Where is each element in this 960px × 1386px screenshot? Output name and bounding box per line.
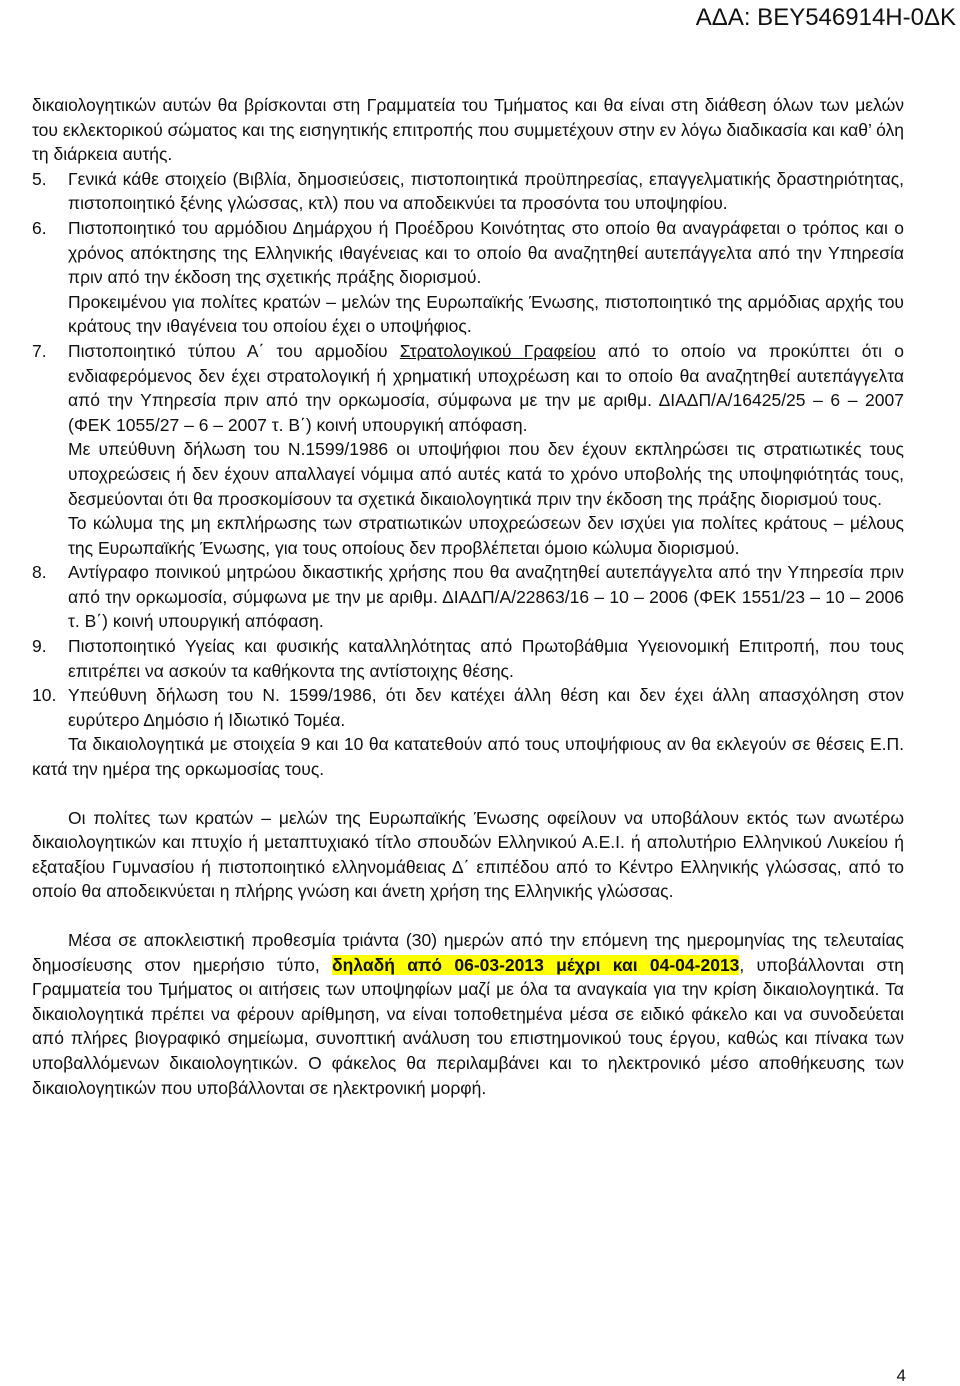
deadline-highlight: δηλαδή από 06-03-2013 μέχρι και 04-04-2013 [332,954,740,975]
item-text: Πιστοποιητικό Υγείας και φυσικής καταλληλότητας από Πρωτοβάθμια Υγειονομική Επιτροπή, που τους επιτρέπει να ασκούν τα καθήκοντα της αντίστοιχης θέσης. [68,636,904,681]
list-item-7 [32,339,904,560]
paragraph-deadline [32,928,904,1100]
item-sub-paragraph: Με υπεύθυνη δήλωση του Ν.1599/1986 οι υποψήφιοι που δεν έχουν εκπληρώσει τις στρατιωτικές τους υποχρεώσεις ή δεν έχουν απαλλαγεί νόμιμα από αυτές κατά το χρόνο υποβολής της υποψηφιότητάς τους, δεσμεύονται ότι θα προσκομίσουν τα σχετικά δικαιολογητικά πριν την έκδοση της πράξης διορισμού τους. [68,439,904,509]
item-text-start: Πιστοποιητικό τύπου Α΄ του αρμοδίου [68,340,400,361]
deadline-text-end: , υποβάλλονται στη Γραμματεία του Τμήματος οι αιτήσεις των υποψηφίων μαζί με όλα τα αναγκαία για την κρίση δικαιολογητικά. Τα δικαιολογητικά πρέπει να φέρουν αρίθμηση, να είναι τοποθετημένα μέσα σε ειδικό φάκελο και να συνοδεύεται από πλήρες βιογραφικό σημείωμα, συνοπτική ανάλυση του επιστημονικού τους έργου, καθώς και πίνακα των υποβαλλόμενων δικαιολογητικών. Ο φάκελος θα περιλαμβάνει και το ηλεκτρονικό μέσο αποθήκευσης των δικαιολογητικών που υποβάλλονται σε ηλεκτρονική μορφή. [32,954,904,1098]
item-number: 9. [32,636,47,657]
page-number: 4 [896,1366,906,1385]
item-text: Πιστοποιητικό του αρμόδιου Δημάρχου ή Προέδρου Κοινότητας στο οποίο θα αναγράφεται ο τρόπος και ο χρόνος απόκτησης της Ελληνικής ιθαγένειας και το οποίο θα αναζητηθεί αυτεπάγγελτα από την Υπηρεσία πριν από την έκδοση της σχετικής πράξης διορισμού. [68,217,904,288]
paragraph-eu-citizens: Οι πολίτες των κρατών – μελών της Ευρωπαϊκής Ένωσης οφείλουν να υποβάλουν εκτός των ανωτέρω δικαιολογητικών και πτυχίο ή μεταπτυχιακό τίτλο σπουδών Ελληνικού Α.Ε.Ι. ή απολυτήριο Ελληνικού Λυκείου ή εξαταξίου Γυμνασίου ή πιστοποιητικό ελληνομάθειας Δ΄ επιπέδου από το Κέντρο Ελληνικής γλώσσας, από το οποίο θα αποδεικνύεται η πλήρης γνώση και άνετη χρήση της Ελληνικής γλώσσας. [32,807,904,902]
item-number: 7. [32,340,47,361]
item-text: Αντίγραφο ποινικού μητρώου δικαστικής χρήσης που θα αναζητηθεί αυτεπάγγελτα από την Υπηρεσία πριν από την ορκωμοσία, σύμφωνα με την με αριθμ. ΔΙΑΔΠ/Α/22863/16 – 10 – 2006 (ΦΕΚ 1551/23 – 10 – 2006 τ. Β΄) κοινή υπουργική απόφαση. [68,562,904,632]
intro-paragraph: δικαιολογητικών αυτών θα βρίσκονται στη Γραμματεία του Τμήματος και θα είναι στη διάθεση όλων των μελών του εκλεκτορικού σώματος και της εισηγητικής επιτροπής που συμμετέχουν στην εν λόγω διαδικασία και καθ’ όλη τη διάρκεια αυτής. [32,95,904,165]
list-item-8 [32,560,904,634]
deadline-text-start: Μέσα σε αποκλειστική προθεσμία τριάντα (30) ημερών από την επόμενη της ημερομηνίας της τελευταίας δημοσίευσης στον ημερήσιο τύπο, [32,930,904,975]
list-item-10 [32,683,904,732]
list-item-5 [32,167,904,216]
item-text-end: από το οποίο να προκύπτει ότι ο ενδιαφερόμενος δεν έχει στρατολογική ή χρηματική υποχρέωση και το οποίο θα αναζητηθεί αυτεπάγγελτα από την Υπηρεσία πριν από την ορκωμοσία, σύμφωνα με την με αριθμ. ΔΙΑΔΠ/Α/16425/25 – 6 – 2007 (ΦΕΚ 1055/27 – 6 – 2007 τ. Β΄) κοινή υπουργική απόφαση. [68,340,904,435]
item-text: Υπεύθυνη δήλωση του Ν. 1599/1986, ότι δεν κατέχει άλλη θέση και δεν έχει άλλη απασχόληση στον ευρύτερο Δημόσιο ή Ιδιωτικό Τομέα. [68,685,904,730]
item-number: 10. [32,685,57,706]
spacer [32,904,904,928]
ada-code: ΑΔΑ: ΒΕΥ546914Η-0ΔΚ [695,4,956,31]
document-body [32,93,904,1100]
item-sub-paragraph: Το κώλυμα της μη εκπλήρωσης των στρατιωτικών υποχρεώσεων δεν ισχύει για πολίτες κράτους – μέλους της Ευρωπαϊκής Ένωσης, για τους οποίους δεν προβλέπεται όμοιο κώλυμα διορισμού. [68,513,904,558]
item-text: Γενικά κάθε στοιχείο (Βιβλία, δημοσιεύσεις, πιστοποιητικά προϋπηρεσίας, επαγγελματικής δραστηριότητας, πιστοποιητικό ξένης γλώσσας, κτλ) που να αποδεικνύει τα προσόντα του υποψηφίου. [68,168,904,214]
item-number: 5. [32,168,47,189]
item-text [68,339,904,437]
spacer [32,782,904,806]
item-extra-text: Προκειμένου για πολίτες κρατών – μελών της Ευρωπαϊκής Ένωσης, πιστοποιητικό της αρμόδιας αρχής του κράτους την ιθαγένεια του οποίου έχει ο υποψήφιος. [68,291,904,337]
item-text-underlined: Στρατολογικού Γραφείου [399,340,596,361]
item-number: 6. [32,217,47,238]
item-number: 8. [32,562,47,583]
list-item-9 [32,634,904,683]
paragraph-items-9-10: Τα δικαιολογητικά με στοιχεία 9 και 10 θα κατατεθούν από τους υποψήφιους αν θα εκλεγούν σε θέσεις Ε.Π. κατά την ημέρα της ορκωμοσίας τους. [32,734,904,780]
list-item-6 [32,216,904,339]
